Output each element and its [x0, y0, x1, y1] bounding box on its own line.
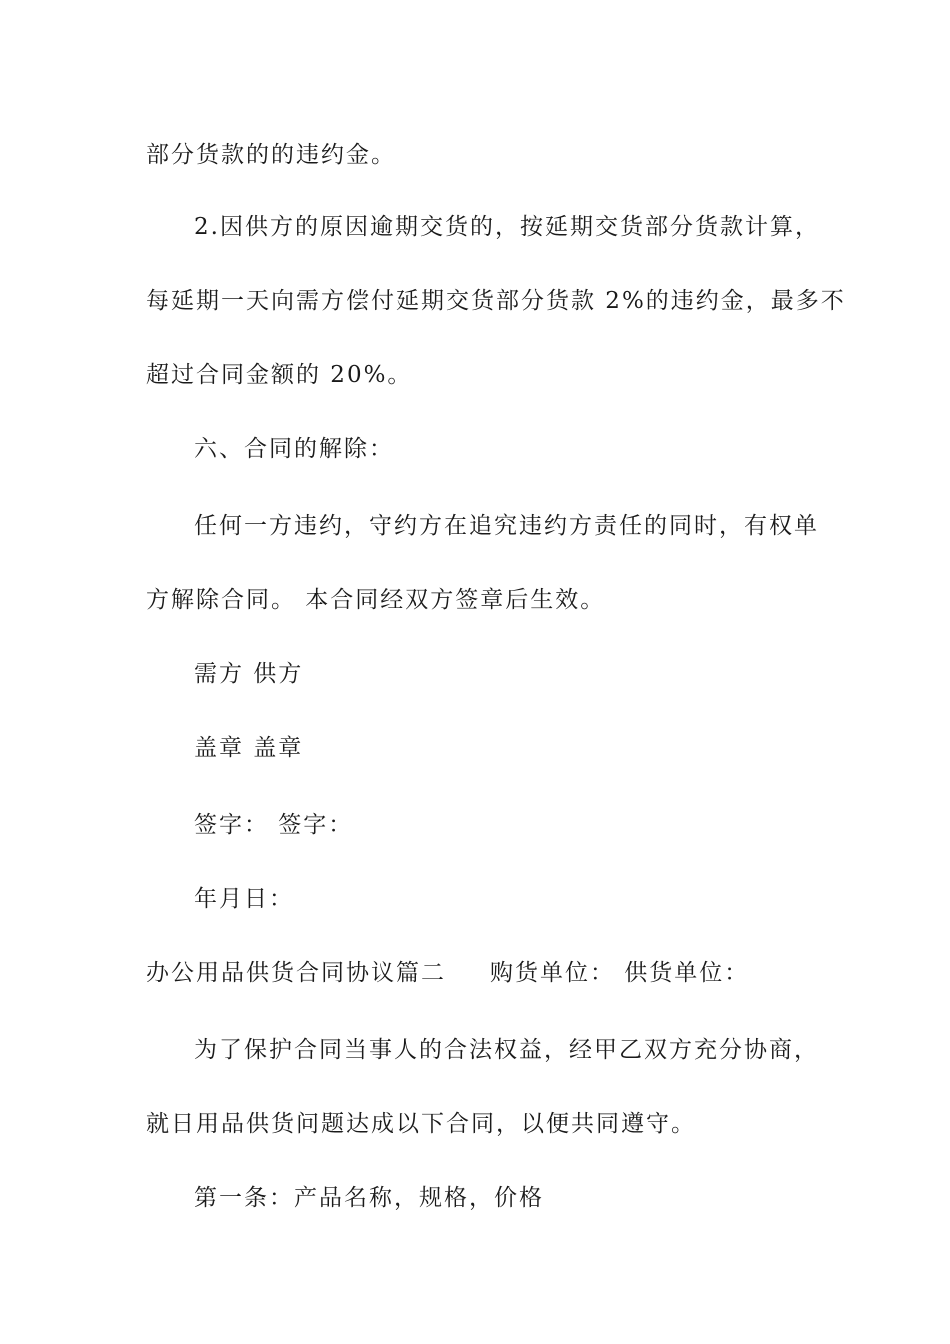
section-heading-termination: 六、合同的解除：: [194, 436, 394, 462]
units-line: 购货单位： 供货单位：: [490, 960, 750, 986]
text-line: 为了保护合同当事人的合法权益，经甲乙双方充分协商，: [194, 1037, 819, 1063]
document-heading-line: [146, 958, 749, 988]
signature-sign: 签字： 签字：: [194, 812, 354, 838]
text-line: 超过合同金额的 20%。: [146, 362, 413, 388]
signature-date: 年月日：: [194, 886, 294, 912]
text-line: 方解除合同。 本合同经双方签章后生效。: [146, 587, 606, 613]
signature-parties: 需方 供方: [194, 661, 304, 687]
article-title: 办公用品供货合同协议篇二: [146, 960, 446, 986]
signature-seal: 盖章 盖章: [194, 735, 304, 761]
text-line: 每延期一天向需方偿付延期交货部分货款 2%的违约金，最多不: [146, 288, 846, 314]
text-line: 就日用品供货问题达成以下合同，以便共同遵守。: [146, 1111, 696, 1137]
article-1-heading: 第一条：产品名称，规格，价格: [194, 1185, 544, 1211]
text-line-clause-2: 2.因供方的原因逾期交货的，按延期交货部分货款计算，: [194, 214, 820, 240]
text-line: 任何一方违约，守约方在追究违约方责任的同时，有权单: [194, 513, 819, 539]
text-line-continuation: 部分货款的的违约金。: [146, 142, 396, 168]
